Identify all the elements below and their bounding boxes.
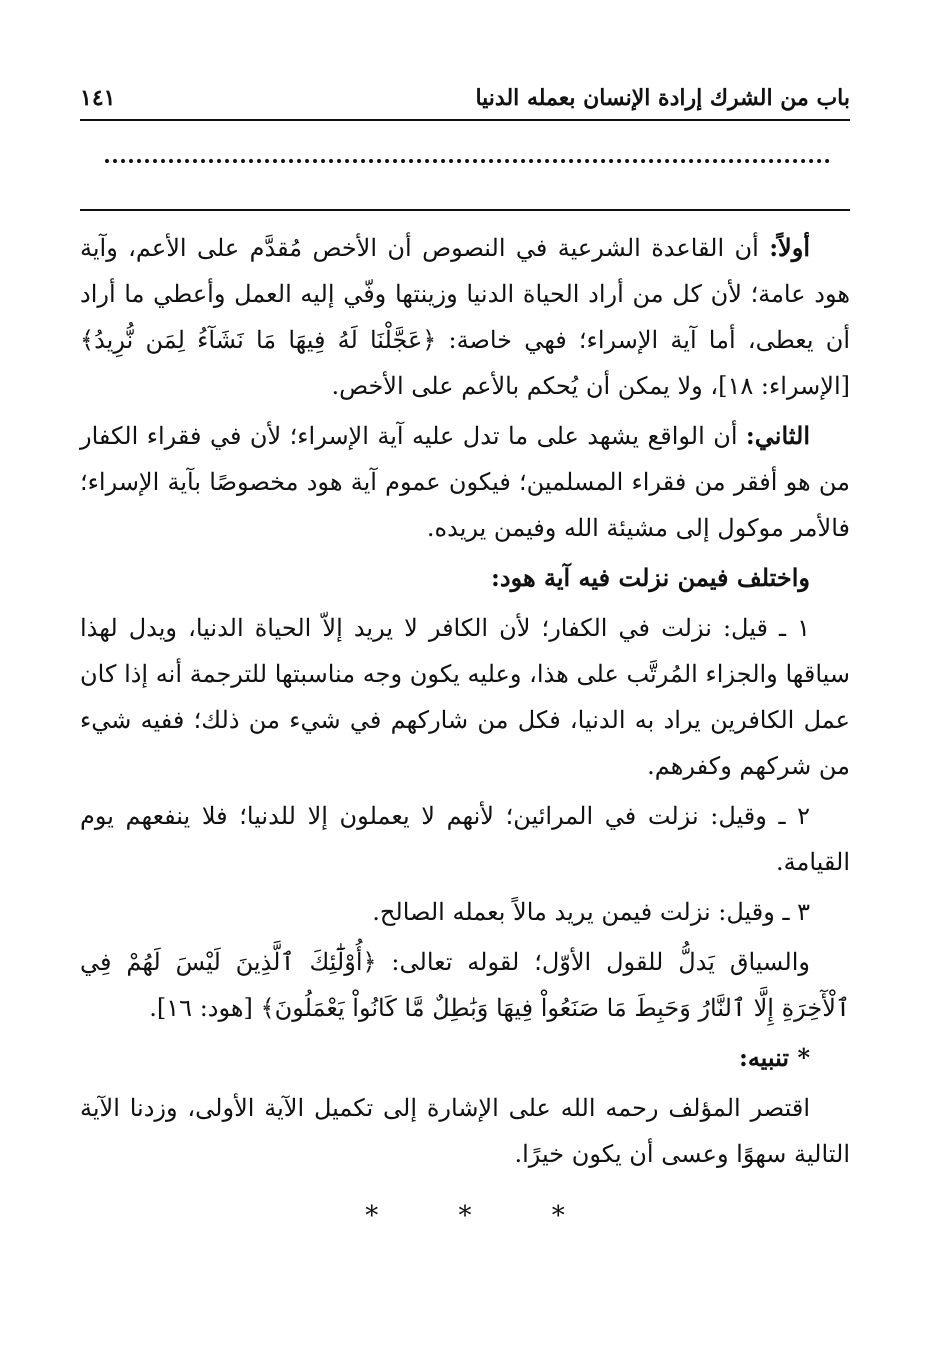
paragraph-second	[80, 413, 850, 551]
paragraph-context: والسياق يَدلُّ للقول الأوّل؛ لقوله تعالى: ﴿أُوْلَٰٓئِكَ ٱلَّذِينَ لَيْسَ لَهُمْ فِي ٱلْأٓخِرَةِ إِلَّا ٱلنَّارُ وَحَبِطَ مَا صَنَعُواْ فِيهَا وَبَٰطِلٌ مَّا كَانُواْ يَعْمَلُونَ﴾ [هود: ١٦].	[80, 948, 850, 1022]
dotted-line	[105, 159, 830, 163]
paragraph-text: أن القاعدة الشرعية في النصوص أن الأخص مُقدَّم على الأعم، وآية هود عامة؛ لأن كل من أراد الحياة الدنيا وزينتها وفّي إليه العمل وأعطي ما أراد أن يعطى، أما آية الإسراء؛ فهي خاصة: ﴿عَجَّلْنَا لَهُ فِيهَا مَا نَشَآءُ لِمَن نُّرِيدُ﴾ [الإسراء: ١٨]، ولا يمكن أن يُحكم بالأعم على الأخص.	[80, 234, 850, 400]
paragraph-lead: الثاني:	[745, 421, 810, 450]
page-number: ١٤١	[80, 85, 116, 111]
list-item: ١ ـ قيل: نزلت في الكفار؛ لأن الكافر لا يريد إلاّ الحياة الدنيا، ويدل لهذا سياقها والجزاء المُرتَّب على هذا، وعليه يكون وجه مناسبتها للترجمة أنه إذا كان عمل الكافرين يراد به الدنيا، فكل من شاركهم في شيء من ذلك؛ ففيه شيء من شركهم وكفرهم.	[80, 614, 850, 780]
chapter-title: باب من الشرك إرادة الإنسان بعمله الدنيا	[475, 85, 850, 111]
paragraph-lead: أولاً:	[769, 233, 810, 262]
list-item: ٢ ـ وقيل: نزلت في المرائين؛ لأنهم لا يعملون إلا للدنيا؛ فلا ينفعهم يوم القيامة.	[80, 802, 850, 876]
section-end-stars: * * *	[365, 1201, 601, 1231]
running-header	[80, 55, 850, 111]
omitted-text-marker	[80, 121, 850, 209]
paragraph-first	[80, 225, 850, 409]
paragraph-note: اقتصر المؤلف رحمه الله على الإشارة إلى تكميل الآية الأولى، وزدنا الآية التالية سهوًا وعسى أن يكون خيرًا.	[80, 1094, 850, 1168]
page-body	[80, 211, 850, 1239]
list-item: ٣ ـ وقيل: نزلت فيمن يريد مالاً بعمله الصالح.	[372, 898, 810, 926]
book-page	[80, 55, 850, 1239]
subheading-note: * تنبيه:	[738, 1043, 810, 1072]
subheading-disagreement: واختلف فيمن نزلت فيه آية هود:	[491, 563, 810, 592]
paragraph-text: أن الواقع يشهد على ما تدل عليه آية الإسراء؛ لأن في فقراء الكفار من هو أفقر من فقراء المسلمين؛ فيكون عموم آية هود مخصوصًا بآية الإسراء؛ فالأمر موكول إلى مشيئة الله وفيمن يريده.	[80, 422, 850, 542]
